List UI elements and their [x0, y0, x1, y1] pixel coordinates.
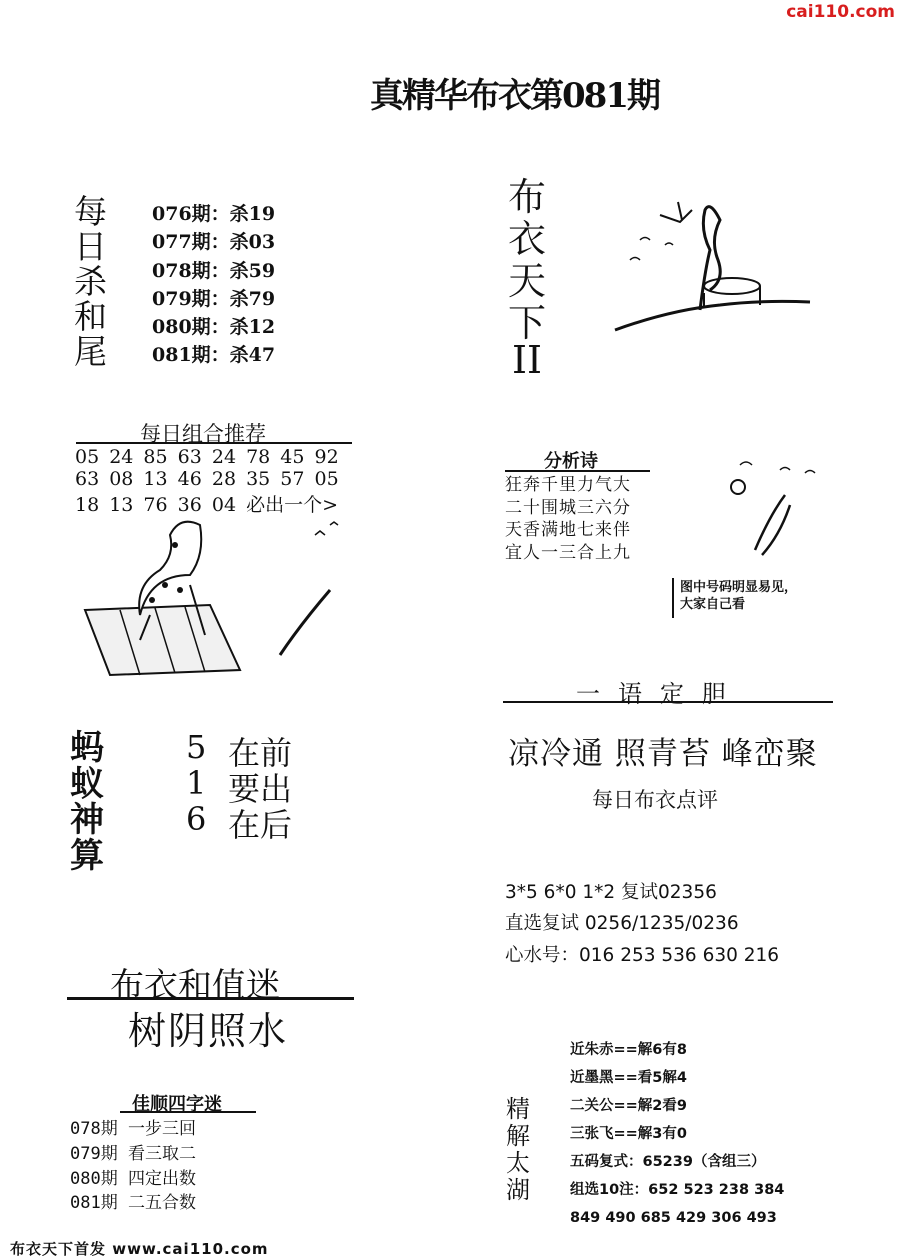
- deer-illustration: [80, 515, 350, 675]
- combo-heading: 每日组合推荐: [140, 422, 266, 446]
- taihu-line: 近墨黑==看5解4: [570, 1070, 687, 1086]
- poem-line: 天香满地七来伴: [505, 520, 631, 540]
- ant-number: 6: [186, 800, 207, 838]
- four-char-row: 078期 一步三回: [70, 1119, 196, 1139]
- four-char-row: 079期 看三取二: [70, 1144, 196, 1164]
- snake-sketch-illustration: [610, 190, 820, 340]
- bet-line: 3*5 6*0 1*2 复试02356: [505, 882, 717, 903]
- poem-hint-line: 图中号码明显易见，: [680, 580, 798, 595]
- kill-item: 081期：杀47: [152, 344, 276, 367]
- site-logo: cai110.com: [786, 2, 895, 22]
- yiyu-text: 凉冷通 照青苔 峰峦聚: [508, 736, 818, 772]
- daily-comment-heading: 每日布衣点评: [592, 788, 718, 812]
- bird-sketch-illustration: [700, 455, 830, 565]
- kill-item: 078期：杀59: [152, 259, 276, 282]
- side-title: 布衣天下: [508, 175, 547, 345]
- ant-number: 5: [186, 728, 207, 766]
- hint-divider: [672, 578, 674, 618]
- poem-heading: 分析诗: [544, 451, 598, 472]
- ant-text: 在前: [228, 734, 293, 772]
- taihu-line: 三张飞==解3有0: [570, 1126, 687, 1142]
- taihu-heading: 精解太湖: [506, 1095, 530, 1204]
- ant-number: 1: [186, 764, 207, 802]
- yiyu-heading: 一语定胆: [576, 680, 744, 708]
- kill-list: [152, 200, 275, 370]
- riddle-heading: 布衣和值迷: [110, 966, 280, 1006]
- poem-lines: [505, 474, 631, 564]
- taihu-list: [570, 1036, 784, 1232]
- four-char-divider: [120, 1111, 256, 1113]
- poem-line: 二十围城三六分: [505, 497, 631, 518]
- four-char-row: 081期 二五合数: [70, 1193, 196, 1213]
- yiyu-divider: [503, 701, 833, 703]
- kill-heading: 每日杀和尾: [74, 192, 107, 371]
- combo-row: 63 08 13 46 28 35 57 05: [75, 468, 339, 490]
- taihu-line: 二关公==解2看9: [570, 1098, 687, 1114]
- taihu-line: 近朱赤==解6有8: [570, 1042, 687, 1058]
- poem-divider: [505, 470, 650, 472]
- side-numeral: II: [512, 338, 543, 382]
- kill-item: 080期：杀12: [152, 316, 276, 339]
- kill-item: 076期：杀19: [152, 203, 276, 225]
- combo-divider: [76, 442, 352, 444]
- page-title: 真精华布衣第081期: [370, 76, 659, 116]
- poem-hint-line: 大家自己看: [680, 597, 746, 612]
- taihu-line: 五码复式：65239（含组三）: [570, 1154, 766, 1170]
- four-char-heading: 佳顺四字迷: [132, 1094, 222, 1115]
- ant-text: 在后: [228, 806, 293, 844]
- ant-text: 要出: [228, 770, 293, 808]
- kill-item: 079期：杀79: [152, 287, 276, 310]
- poem-hint: [680, 579, 840, 613]
- combo-row: 05 24 85 63 24 78 45 92: [75, 446, 339, 468]
- bet-line: 直选复试 0256/1235/0236: [505, 913, 739, 934]
- taihu-line: 849 490 685 429 306 493: [570, 1210, 777, 1226]
- ant-heading: 蚂蚁神算: [70, 728, 104, 876]
- taihu-line: 组选10注：652 523 238 384: [570, 1182, 785, 1198]
- four-char-row: 080期 四定出数: [70, 1169, 196, 1189]
- footer-text: 布衣天下首发 www.cai110.com: [10, 1240, 269, 1258]
- bet-line: 心水号：016 253 536 630 216: [505, 945, 780, 966]
- poem-line: 狂奔千里力气大: [505, 475, 631, 495]
- riddle-answer: 树阴照水: [128, 1009, 289, 1053]
- combo-row: 18 13 76 36 04 必出一个>: [75, 494, 339, 516]
- kill-item: 077期：杀03: [152, 231, 276, 254]
- poem-line: 宜人一三合上九: [505, 542, 631, 563]
